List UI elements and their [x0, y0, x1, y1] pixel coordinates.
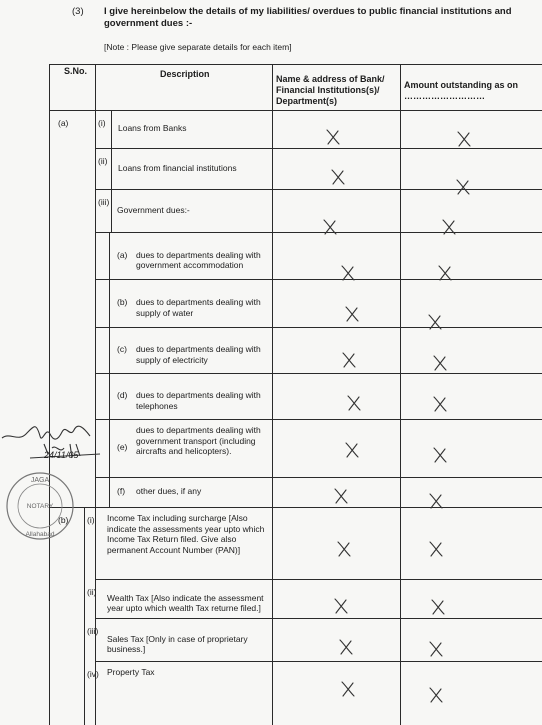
row-divider: [95, 507, 542, 508]
row-description: dues to departments dealing with supply of water: [136, 297, 261, 318]
cross-mark-icon: [432, 354, 448, 372]
cross-mark-icon: [428, 492, 444, 510]
header-sno: S.No.: [64, 66, 88, 76]
signature-date: 24/11/05: [44, 450, 79, 460]
row-divider: [95, 189, 542, 190]
cross-mark-icon: [344, 305, 360, 323]
row-subsub-index: (c): [117, 344, 127, 354]
row-divider: [95, 148, 542, 149]
row-divider: [95, 477, 542, 478]
row-sub-index: (ii): [98, 156, 108, 166]
row-description: dues to departments dealing with supply of electricity: [136, 344, 261, 365]
cross-mark-icon: [340, 264, 356, 282]
row-description: Wealth Tax [Also indicate the assessment year upto which wealth Tax returne filed.]: [107, 592, 264, 613]
row-sub-index: (iv): [87, 669, 99, 679]
cross-mark-icon: [441, 218, 457, 236]
row-subsub-index: (f): [117, 486, 126, 496]
row-description: Property Tax: [107, 667, 155, 677]
header-description: Description: [160, 69, 210, 79]
row-divider: [95, 618, 542, 619]
row-divider: [95, 419, 542, 420]
row-divider: [95, 661, 542, 662]
note-text: [Note : Please give separate details for each item]: [104, 42, 292, 52]
cross-mark-icon: [338, 638, 354, 656]
row-description: Loans from financial institutions: [118, 162, 237, 173]
row-sno: (a): [58, 118, 69, 128]
cross-mark-icon: [428, 540, 444, 558]
row-divider: [95, 579, 542, 580]
column-divider-amount: [400, 64, 401, 725]
row-description: Loans from Banks: [118, 123, 187, 133]
header-divider: [49, 110, 542, 111]
row-description: dues to departments dealing with government transport (including aircrafts and helicopters).: [136, 425, 261, 456]
row-subsub-index: (b): [117, 297, 128, 307]
row-description: Government dues:-: [117, 204, 190, 215]
cross-mark-icon: [346, 394, 362, 412]
section-number: (3): [72, 6, 84, 17]
row-subsub-index: (e): [117, 442, 128, 452]
table-border-left: [49, 64, 50, 725]
column-divider-bank: [272, 64, 273, 725]
sub-divider-b: [84, 507, 85, 725]
cross-mark-icon: [428, 686, 444, 704]
cross-mark-icon: [330, 168, 346, 186]
row-subsub-index: (a): [117, 249, 128, 260]
cross-mark-icon: [432, 446, 448, 464]
cross-mark-icon: [340, 680, 356, 698]
row-sno: (b): [58, 515, 69, 525]
row-subsub-index: (d): [117, 390, 128, 400]
cross-mark-icon: [432, 395, 448, 413]
stamp-text-top: JAGA: [30, 477, 50, 484]
table-border-top: [49, 64, 542, 65]
cross-mark-icon: [456, 130, 472, 148]
row-divider: [95, 232, 542, 233]
row-sub-index: (i): [98, 118, 106, 128]
cross-mark-icon: [325, 128, 341, 146]
signature: [0, 414, 112, 472]
cross-mark-icon: [455, 178, 471, 196]
row-divider: [95, 373, 542, 374]
row-description: Sales Tax [Only in case of proprietary business.]: [107, 633, 248, 654]
cross-mark-icon: [427, 313, 443, 331]
notary-stamp: [4, 470, 76, 542]
cross-mark-icon: [428, 640, 444, 658]
stamp-text-bottom: Allahabad: [25, 531, 55, 538]
row-description: dues to departments dealing with telephones: [136, 390, 261, 411]
row-description: dues to departments dealing with government accommodation: [136, 249, 261, 270]
row-description: Income Tax including surcharge [Also indicate the assessments year upto which Income Tax Return filed. Give also permanent Account Number (PAN)]: [107, 513, 265, 555]
row-sub-index: (iii): [98, 197, 110, 207]
cross-mark-icon: [322, 218, 338, 236]
cross-mark-icon: [344, 441, 360, 459]
row-description: other dues, if any: [136, 486, 202, 496]
cross-mark-icon: [430, 598, 446, 616]
section-heading: I give hereinbelow the details of my liabilities/ overdues to public financial institutions and government dues :-: [104, 6, 512, 29]
row-sub-index: (ii): [87, 587, 97, 597]
row-divider: [95, 327, 542, 328]
cross-mark-icon: [336, 540, 352, 558]
row-sub-index: (iii): [87, 626, 99, 636]
cross-mark-icon: [341, 351, 357, 369]
row-divider: [95, 279, 542, 280]
stamp-text-mid: NOTARY: [26, 503, 54, 510]
cross-mark-icon: [437, 264, 453, 282]
cross-mark-icon: [333, 597, 349, 615]
row-sub-index: (i): [87, 515, 95, 525]
header-name-address: Name & address of Bank/ Financial Institutions(s)/ Department(s): [276, 74, 385, 106]
cross-mark-icon: [333, 487, 349, 505]
header-amount: Amount outstanding as on ………………………: [404, 80, 518, 101]
